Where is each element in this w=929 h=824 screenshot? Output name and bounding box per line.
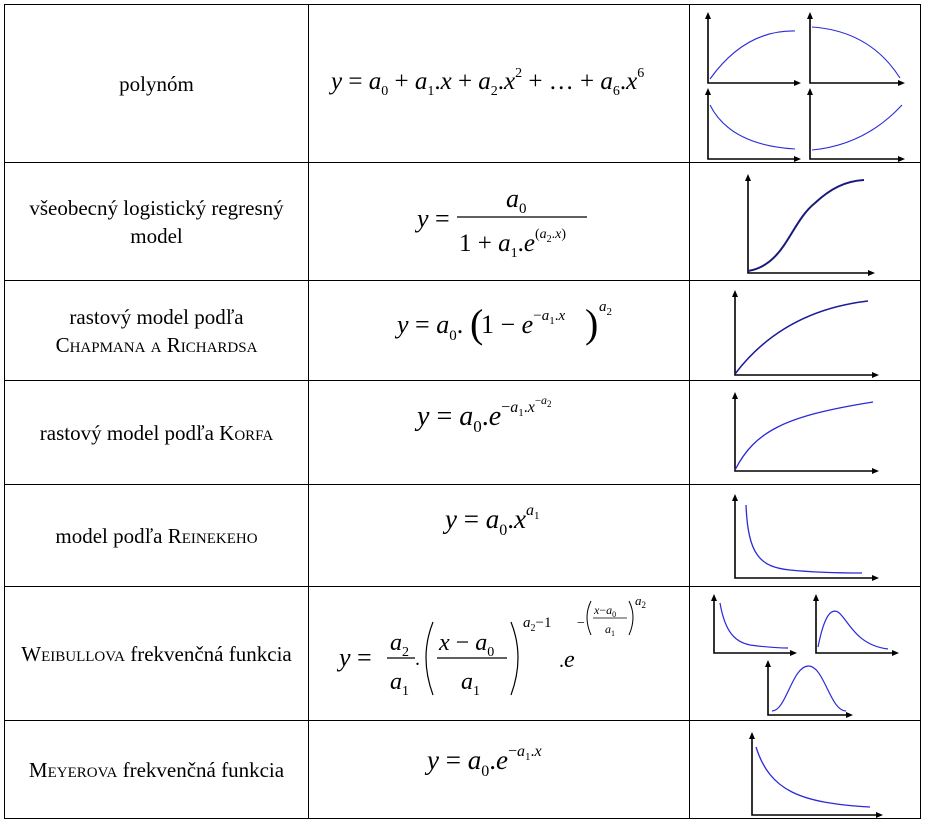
model-name	[5, 5, 309, 163]
svg-text:.: .	[415, 648, 420, 670]
model-name	[5, 485, 309, 587]
formula-polynom	[309, 5, 689, 163]
model-name-text: frekvenčná funkcia	[124, 641, 292, 666]
svg-text:1 + a1.e(a2.x): $1 + a_1.e^(a2.x$)	[459, 227, 567, 261]
model-name	[5, 163, 309, 281]
svg-text:a2: $a_2$	[599, 299, 612, 318]
model-formula	[309, 281, 690, 381]
graph-logistic	[690, 163, 920, 281]
svg-text:y = a0 + a1.x + a2.x2 + … + a6: $y = a_0 + a_1.x + a_2.x^2$ + … + $a_6.x^6$	[331, 66, 645, 99]
model-name-author: Meyerova	[28, 757, 118, 782]
svg-text:a1: $a_1$	[390, 669, 409, 699]
table-row	[5, 485, 921, 587]
model-name-text: polynóm	[119, 71, 194, 96]
svg-text:y = a0.xa1: $y = a_0.x^a1$	[445, 502, 540, 539]
table-row	[5, 587, 921, 721]
svg-text:a2−1: $a_2-1$	[523, 615, 552, 634]
model-name-text: model podľa	[55, 523, 168, 548]
svg-text:a1: $a_1$	[461, 669, 480, 699]
model-name	[5, 381, 309, 485]
models-table	[4, 4, 921, 819]
model-graph	[690, 381, 921, 485]
svg-text:x − a0: $x - a_0$	[439, 630, 495, 660]
model-name-author: Reinekeho	[167, 523, 258, 548]
model-graph	[690, 5, 921, 163]
graph-weibull	[690, 587, 920, 721]
model-name-author: Chapmana a Richardsa	[55, 332, 258, 357]
svg-text:y =: y =	[417, 204, 450, 233]
model-formula	[309, 485, 690, 587]
model-formula	[309, 5, 690, 163]
svg-text:a2: $a_2$	[390, 630, 409, 660]
svg-text:(: (	[470, 301, 484, 346]
model-graph	[690, 485, 921, 587]
model-name-text: všeobecný logistický regresný model	[29, 195, 284, 248]
svg-text:y = a0.e−a1.x−a2: $y = a_0.e^-a1.x^-a2$	[417, 393, 552, 436]
model-name-text: rastový model podľa	[39, 420, 220, 445]
svg-text:.e: .e	[559, 647, 575, 673]
graph-reineke	[690, 485, 920, 587]
table-row	[5, 5, 921, 163]
model-name-author: Weibullova	[21, 641, 125, 666]
model-formula	[309, 587, 690, 721]
model-formula	[309, 381, 690, 485]
formula-meyer	[309, 721, 689, 819]
model-name	[5, 281, 309, 381]
svg-text:1 − e−a1.x: 1 − e−a1.x	[481, 308, 566, 339]
formula-reineke	[309, 485, 689, 587]
table-row	[5, 163, 921, 281]
table-row	[5, 721, 921, 819]
svg-text:y = a0.: $y = a_0$.	[397, 310, 464, 344]
model-graph	[690, 587, 921, 721]
graph-polynom	[690, 5, 920, 163]
table-row	[5, 281, 921, 381]
svg-text:a1: $a_1$	[605, 622, 615, 638]
formula-korf	[309, 381, 689, 485]
model-name	[5, 587, 309, 721]
svg-text:a0: $a_0$	[506, 184, 527, 217]
svg-text:): )	[585, 301, 599, 346]
formula-chapman	[309, 281, 689, 381]
svg-text:−: −	[577, 616, 585, 631]
graph-chapman	[690, 281, 920, 381]
model-graph	[690, 721, 921, 819]
model-graph	[690, 163, 921, 281]
graph-korf	[690, 381, 920, 485]
formula-logistic	[309, 163, 689, 281]
model-name-author: Korfa	[219, 420, 274, 445]
table-row	[5, 381, 921, 485]
svg-text:y =: y =	[339, 643, 372, 672]
model-formula	[309, 721, 690, 819]
graph-meyer	[690, 721, 920, 819]
model-formula	[309, 163, 690, 281]
model-name	[5, 721, 309, 819]
svg-text:y = a0.e−a1.x: $y = a_0.e^-a1.x$	[427, 743, 542, 780]
svg-text:x−a0: $x-a_0$	[594, 603, 617, 619]
model-name-text: rastový model podľa	[69, 304, 244, 329]
model-name-text: frekvenčná funkcia	[117, 757, 285, 782]
svg-text:a2: $a_2$	[635, 593, 646, 610]
model-graph	[690, 281, 921, 381]
formula-weibull	[309, 587, 689, 721]
